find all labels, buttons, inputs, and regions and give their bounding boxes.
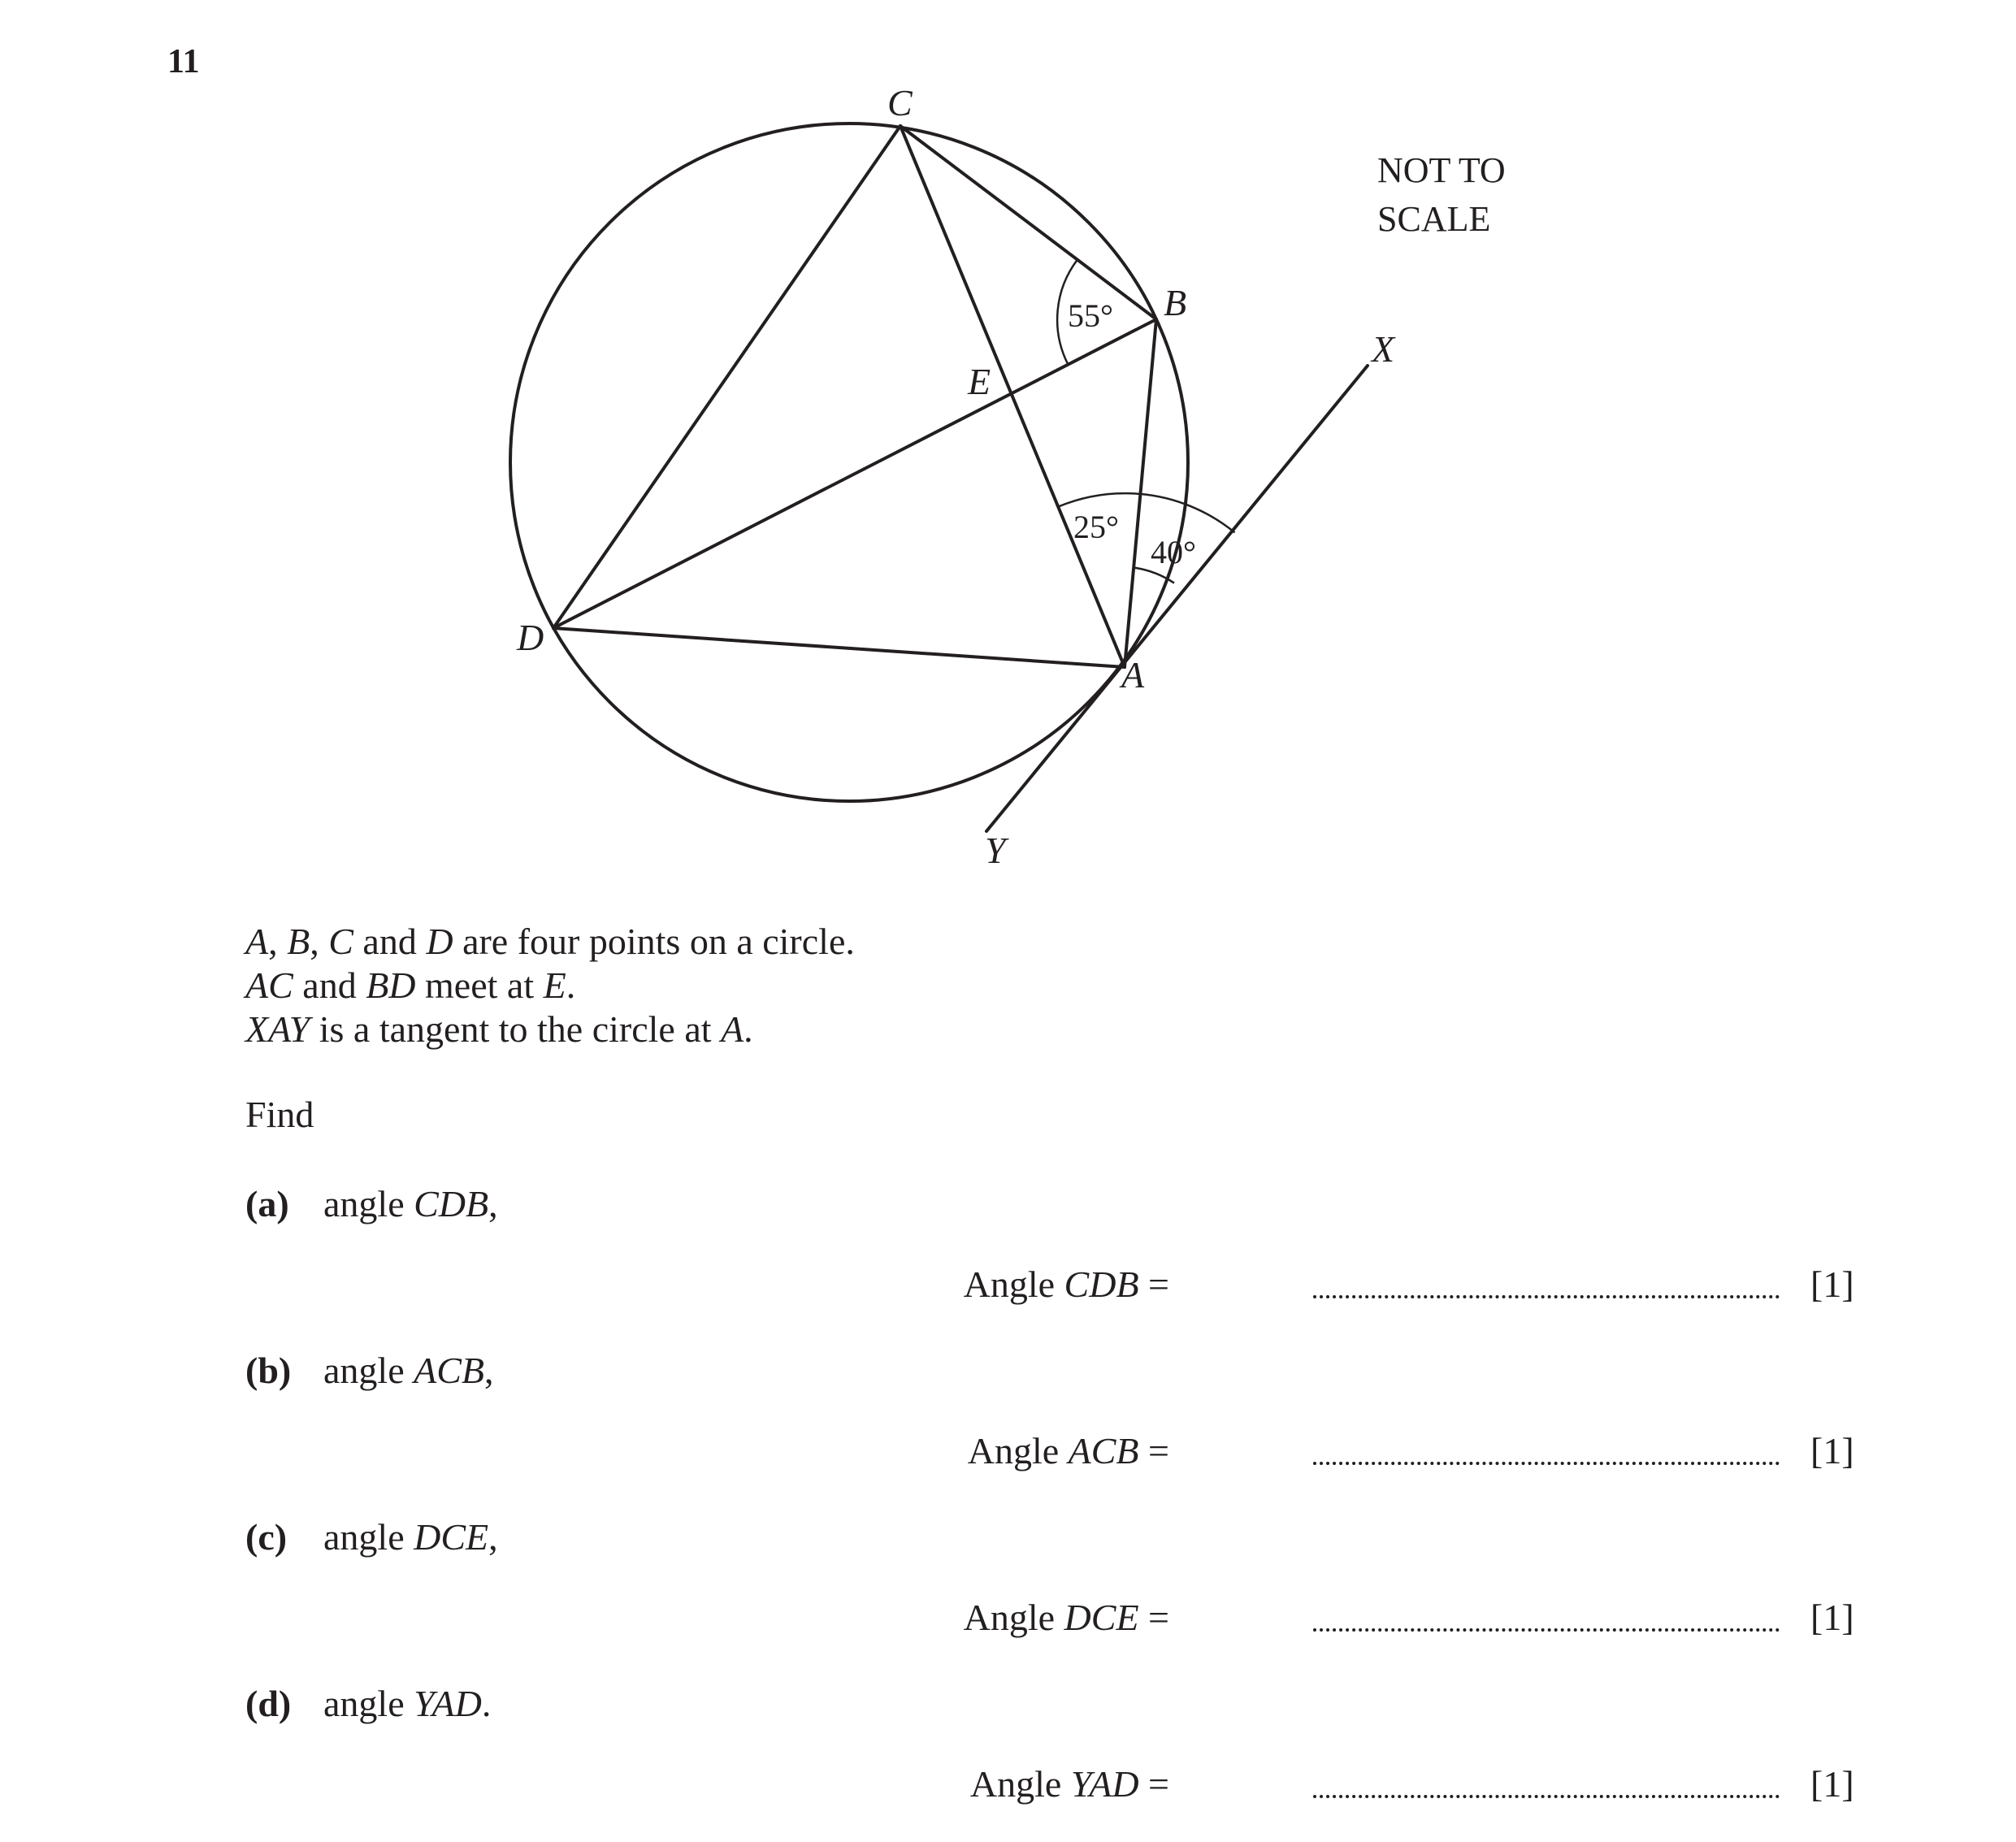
point-label-b: B: [1164, 282, 1187, 323]
chord-ca: [900, 126, 1125, 667]
tangent-line-xay: [986, 366, 1368, 831]
part-d-answer-line[interactable]: [1313, 1795, 1780, 1798]
point-label-d: D: [517, 617, 544, 658]
point-label-e: E: [968, 361, 991, 402]
part-c-label: (c): [245, 1516, 288, 1558]
chord-da: [553, 628, 1125, 667]
part-d-label: (d): [245, 1683, 292, 1724]
angle-label-cab: 25°: [1073, 509, 1119, 545]
part-d-marks: [1]: [1810, 1763, 1854, 1805]
stem-line-3: XAY is a tangent to the circle at A.: [245, 1008, 753, 1050]
note-line-2: SCALE: [1377, 199, 1491, 239]
part-c-question: (c) angle DCE,: [245, 1516, 498, 1558]
part-a-question: (a) angle CDB,: [245, 1183, 498, 1224]
point-label-a: A: [1121, 654, 1145, 696]
part-b-answer-line[interactable]: [1313, 1462, 1780, 1465]
part-b-question: (b) angle ACB,: [245, 1350, 494, 1391]
part-a-label: (a): [245, 1183, 289, 1224]
point-label-y: Y: [985, 830, 1006, 871]
chord-cd: [553, 126, 900, 628]
stem-line-1: A, B, C and D are four points on a circle.: [245, 921, 855, 962]
point-label-c: C: [887, 82, 913, 124]
circle: [510, 124, 1188, 801]
question-stem: [245, 920, 855, 1051]
part-b-label: (b): [245, 1350, 292, 1391]
part-c-answer-line[interactable]: [1313, 1628, 1780, 1632]
part-d-answer-label: Angle YAD =: [969, 1763, 1169, 1805]
note-line-1: NOT TO: [1377, 150, 1506, 190]
part-d-question: (d) angle YAD.: [245, 1683, 492, 1724]
angle-label-bax: 40°: [1151, 534, 1196, 570]
angle-label-cbd: 55°: [1068, 297, 1113, 334]
part-c-answer-label: Angle DCE =: [963, 1597, 1169, 1638]
point-label-x: X: [1372, 328, 1395, 370]
angle-arc-cab: [1059, 493, 1140, 506]
part-b-answer-label: Angle ACB =: [967, 1430, 1169, 1471]
part-b-marks: [1]: [1810, 1430, 1854, 1471]
find-instruction: Find: [245, 1094, 314, 1135]
chord-bd: [553, 319, 1156, 628]
part-a-marks: [1]: [1810, 1263, 1854, 1305]
part-a-answer-line[interactable]: [1313, 1295, 1780, 1298]
part-c-marks: [1]: [1810, 1597, 1854, 1638]
circle-geometry-diagram: [0, 0, 2016, 902]
stem-line-2: AC and BD meet at E.: [245, 964, 576, 1006]
not-to-scale-note: [1377, 146, 1506, 244]
question-number: 11: [167, 43, 200, 80]
part-a-answer-label: Angle CDB =: [963, 1263, 1169, 1305]
